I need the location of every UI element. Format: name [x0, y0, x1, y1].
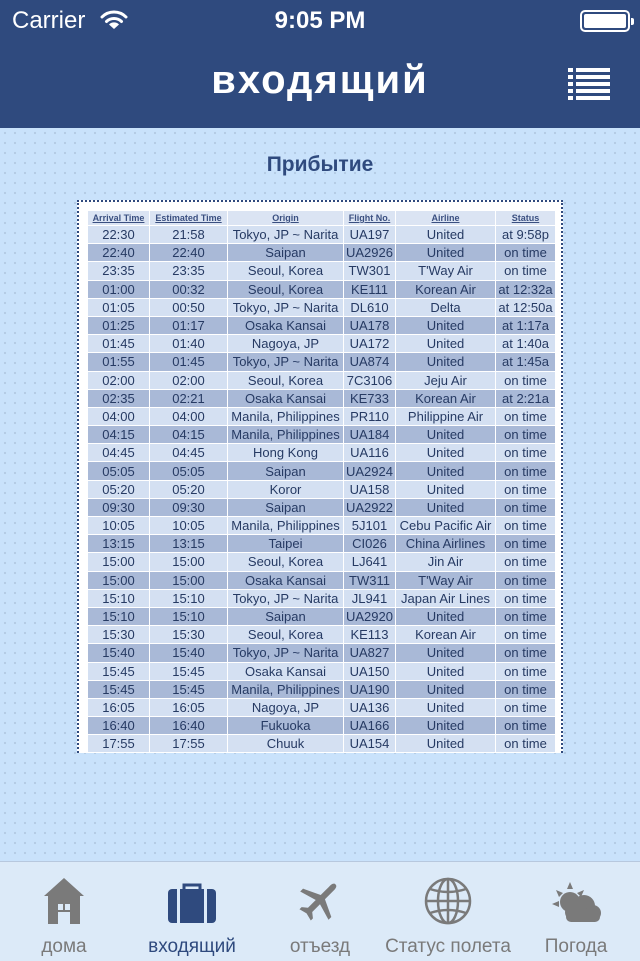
cell-airline: Cebu Pacific Air [396, 517, 496, 535]
cell-estimated-time: 01:40 [150, 335, 228, 353]
cell-flight-no: UA184 [344, 426, 396, 444]
cell-flight-no: UA172 [344, 335, 396, 353]
table-row[interactable] [88, 244, 556, 262]
cell-origin: Manila, Philippines [228, 407, 344, 425]
cell-airline: United [396, 680, 496, 698]
cell-status: at 1:17a [496, 316, 556, 334]
cell-arrival-time: 22:40 [88, 244, 150, 262]
cell-status: on time [496, 698, 556, 716]
cell-airline: United [396, 444, 496, 462]
table-row[interactable] [88, 517, 556, 535]
table-row[interactable] [88, 626, 556, 644]
cell-origin: Tokyo, JP ~ Narita [228, 226, 344, 244]
page-title: входящий [211, 58, 429, 102]
carrier-label: Carrier [12, 7, 86, 34]
cell-flight-no: UA2926 [344, 244, 396, 262]
briefcase-icon [167, 882, 217, 924]
cell-flight-no: PR110 [344, 407, 396, 425]
cell-flight-no: UA136 [344, 698, 396, 716]
table-row[interactable] [88, 480, 556, 498]
cell-arrival-time: 15:45 [88, 680, 150, 698]
cell-airline: United [396, 644, 496, 662]
cell-airline: United [396, 353, 496, 371]
col-flight-no: Flight No. [344, 211, 396, 226]
cell-airline: Philippine Air [396, 407, 496, 425]
cell-airline: United [396, 607, 496, 625]
tab-departures-label: отъезд [289, 936, 351, 957]
tab-flight-status-label: Статус полета [385, 936, 511, 957]
cell-estimated-time: 15:00 [150, 553, 228, 571]
cell-origin: Osaka Kansai [228, 662, 344, 680]
cell-arrival-time: 15:40 [88, 644, 150, 662]
tab-arrivals-label: входящий [148, 936, 236, 957]
cell-arrival-time: 01:45 [88, 335, 150, 353]
cell-airline: Korean Air [396, 280, 496, 298]
cell-flight-no: UA116 [344, 444, 396, 462]
cell-estimated-time: 17:55 [150, 735, 228, 753]
col-status: Status [496, 211, 556, 226]
cell-flight-no: 5J101 [344, 517, 396, 535]
cell-arrival-time: 04:15 [88, 426, 150, 444]
cell-origin: Saipan [228, 244, 344, 262]
table-row[interactable] [88, 426, 556, 444]
table-row[interactable] [88, 498, 556, 516]
cell-origin: Osaka Kansai [228, 389, 344, 407]
cell-status: on time [496, 662, 556, 680]
cell-airline: United [396, 226, 496, 244]
tab-weather[interactable] [512, 862, 640, 961]
table-row[interactable] [88, 389, 556, 407]
cell-status: at 12:32a [496, 280, 556, 298]
cell-flight-no: TW301 [344, 262, 396, 280]
cell-estimated-time: 02:21 [150, 389, 228, 407]
cell-flight-no: TW311 [344, 571, 396, 589]
cell-estimated-time: 15:30 [150, 626, 228, 644]
cell-estimated-time: 15:00 [150, 571, 228, 589]
cell-origin: Hong Kong [228, 444, 344, 462]
cell-status: on time [496, 553, 556, 571]
cell-estimated-time: 23:35 [150, 262, 228, 280]
cell-estimated-time: 21:58 [150, 226, 228, 244]
tab-bar [0, 861, 640, 961]
cell-origin: Fukuoka [228, 717, 344, 735]
cell-origin: Nagoya, JP [228, 335, 344, 353]
battery-icon [580, 10, 630, 32]
table-row[interactable] [88, 462, 556, 480]
cell-airline: Korean Air [396, 626, 496, 644]
status-bar [0, 0, 640, 40]
cell-airline: United [396, 698, 496, 716]
cell-origin: Tokyo, JP ~ Narita [228, 589, 344, 607]
cell-flight-no: CI026 [344, 535, 396, 553]
cell-origin: Osaka Kansai [228, 316, 344, 334]
cell-origin: Saipan [228, 607, 344, 625]
cell-origin: Seoul, Korea [228, 371, 344, 389]
cell-flight-no: UA827 [344, 644, 396, 662]
cell-airline: United [396, 335, 496, 353]
table-row[interactable] [88, 298, 556, 316]
cell-status: at 12:50a [496, 298, 556, 316]
cell-arrival-time: 23:35 [88, 262, 150, 280]
cell-estimated-time: 01:17 [150, 316, 228, 334]
tab-flight-status[interactable] [384, 862, 512, 961]
cell-status: on time [496, 407, 556, 425]
cell-origin: Seoul, Korea [228, 262, 344, 280]
cell-origin: Taipei [228, 535, 344, 553]
cell-estimated-time: 16:05 [150, 698, 228, 716]
cell-origin: Manila, Philippines [228, 517, 344, 535]
cell-airline: United [396, 662, 496, 680]
cell-origin: Seoul, Korea [228, 280, 344, 298]
cell-arrival-time: 16:40 [88, 717, 150, 735]
cell-airline: T'Way Air [396, 571, 496, 589]
cell-flight-no: KE111 [344, 280, 396, 298]
cell-estimated-time: 15:10 [150, 589, 228, 607]
table-row[interactable] [88, 589, 556, 607]
cell-airline: Korean Air [396, 389, 496, 407]
cell-origin: Tokyo, JP ~ Narita [228, 298, 344, 316]
cell-origin: Saipan [228, 498, 344, 516]
cell-airline: United [396, 426, 496, 444]
arrivals-table [87, 210, 556, 753]
col-airline: Airline [396, 211, 496, 226]
tab-home-label: дома [41, 936, 87, 957]
cell-origin: Chuuk [228, 735, 344, 753]
cell-origin: Koror [228, 480, 344, 498]
cell-airline: United [396, 735, 496, 753]
table-row[interactable] [88, 662, 556, 680]
cell-airline: Jin Air [396, 553, 496, 571]
cell-arrival-time: 02:00 [88, 371, 150, 389]
table-row[interactable] [88, 680, 556, 698]
cell-estimated-time: 01:45 [150, 353, 228, 371]
cell-airline: United [396, 498, 496, 516]
cell-airline: Jeju Air [396, 371, 496, 389]
cell-airline: United [396, 717, 496, 735]
status-time: 9:05 PM [274, 7, 366, 34]
cell-arrival-time: 17:55 [88, 735, 150, 753]
cell-arrival-time: 01:25 [88, 316, 150, 334]
cell-arrival-time: 22:30 [88, 226, 150, 244]
cell-arrival-time: 15:10 [88, 607, 150, 625]
col-estimated-time: Estimated Time [150, 211, 228, 226]
arrivals-heading: Прибытие [266, 153, 374, 176]
cell-status: on time [496, 517, 556, 535]
cell-status: on time [496, 426, 556, 444]
cell-estimated-time: 15:40 [150, 644, 228, 662]
tab-home[interactable] [0, 862, 128, 961]
arrivals-board[interactable] [77, 200, 563, 753]
cell-status: on time [496, 498, 556, 516]
cell-arrival-time: 10:05 [88, 517, 150, 535]
cell-status: on time [496, 462, 556, 480]
table-row[interactable] [88, 535, 556, 553]
cell-flight-no: DL610 [344, 298, 396, 316]
cell-flight-no: UA154 [344, 735, 396, 753]
cell-airline: T'Way Air [396, 262, 496, 280]
cell-estimated-time: 09:30 [150, 498, 228, 516]
table-row[interactable] [88, 698, 556, 716]
cell-origin: Tokyo, JP ~ Narita [228, 644, 344, 662]
cell-flight-no: UA2922 [344, 498, 396, 516]
cell-arrival-time: 15:30 [88, 626, 150, 644]
cell-status: on time [496, 444, 556, 462]
cell-flight-no: KE733 [344, 389, 396, 407]
cell-arrival-time: 13:15 [88, 535, 150, 553]
cell-arrival-time: 04:45 [88, 444, 150, 462]
tab-weather-label: Погода [544, 936, 608, 957]
cell-status: on time [496, 535, 556, 553]
table-row[interactable] [88, 262, 556, 280]
table-row[interactable] [88, 335, 556, 353]
cell-flight-no: UA166 [344, 717, 396, 735]
cell-flight-no: UA2920 [344, 607, 396, 625]
table-row[interactable] [88, 407, 556, 425]
cell-arrival-time: 02:35 [88, 389, 150, 407]
cell-origin: Saipan [228, 462, 344, 480]
cell-flight-no: UA150 [344, 662, 396, 680]
table-row[interactable] [88, 717, 556, 735]
cell-origin: Seoul, Korea [228, 553, 344, 571]
cell-flight-no: UA2924 [344, 462, 396, 480]
table-row[interactable] [88, 353, 556, 371]
cell-estimated-time: 15:45 [150, 662, 228, 680]
table-row[interactable] [88, 571, 556, 589]
cell-status: on time [496, 735, 556, 753]
cell-flight-no: KE113 [344, 626, 396, 644]
airplane-icon [296, 876, 344, 924]
cell-arrival-time: 05:05 [88, 462, 150, 480]
globe-icon [423, 876, 473, 926]
nav-header [0, 0, 640, 128]
tab-departures[interactable] [256, 862, 384, 961]
cell-airline: United [396, 480, 496, 498]
cell-estimated-time: 10:05 [150, 517, 228, 535]
cell-estimated-time: 05:05 [150, 462, 228, 480]
cell-estimated-time: 16:40 [150, 717, 228, 735]
cell-status: on time [496, 480, 556, 498]
cell-flight-no: UA874 [344, 353, 396, 371]
cell-status: at 2:21a [496, 389, 556, 407]
cell-estimated-time: 05:20 [150, 480, 228, 498]
cell-flight-no: UA190 [344, 680, 396, 698]
cell-origin: Tokyo, JP ~ Narita [228, 353, 344, 371]
col-origin: Origin [228, 211, 344, 226]
cell-origin: Seoul, Korea [228, 626, 344, 644]
cell-airline: Delta [396, 298, 496, 316]
cell-status: on time [496, 589, 556, 607]
cell-arrival-time: 15:00 [88, 553, 150, 571]
cell-origin: Manila, Philippines [228, 680, 344, 698]
cell-arrival-time: 09:30 [88, 498, 150, 516]
cell-estimated-time: 04:15 [150, 426, 228, 444]
cell-arrival-time: 01:05 [88, 298, 150, 316]
cell-flight-no: LJ641 [344, 553, 396, 571]
cell-estimated-time: 15:10 [150, 607, 228, 625]
cell-estimated-time: 15:45 [150, 680, 228, 698]
cell-airline: United [396, 244, 496, 262]
cell-arrival-time: 01:55 [88, 353, 150, 371]
table-row[interactable] [88, 644, 556, 662]
table-row[interactable] [88, 553, 556, 571]
cell-arrival-time: 01:00 [88, 280, 150, 298]
cell-status: on time [496, 717, 556, 735]
cell-arrival-time: 05:20 [88, 480, 150, 498]
cell-status: on time [496, 244, 556, 262]
cell-status: on time [496, 626, 556, 644]
table-row[interactable] [88, 735, 556, 753]
tab-arrivals[interactable] [128, 862, 256, 961]
cell-status: at 9:58p [496, 226, 556, 244]
cell-origin: Nagoya, JP [228, 698, 344, 716]
cell-arrival-time: 15:10 [88, 589, 150, 607]
cell-arrival-time: 16:05 [88, 698, 150, 716]
weather-icon [550, 880, 602, 924]
table-row[interactable] [88, 607, 556, 625]
cell-origin: Osaka Kansai [228, 571, 344, 589]
house-icon [42, 876, 86, 926]
cell-flight-no: UA178 [344, 316, 396, 334]
table-row[interactable] [88, 316, 556, 334]
cell-estimated-time: 04:45 [150, 444, 228, 462]
cell-estimated-time: 00:50 [150, 298, 228, 316]
cell-flight-no: UA158 [344, 480, 396, 498]
cell-flight-no: 7C3106 [344, 371, 396, 389]
cell-status: at 1:40a [496, 335, 556, 353]
cell-arrival-time: 15:45 [88, 662, 150, 680]
cell-arrival-time: 04:00 [88, 407, 150, 425]
col-arrival-time: Arrival Time [88, 211, 150, 226]
table-row[interactable] [88, 444, 556, 462]
cell-estimated-time: 02:00 [150, 371, 228, 389]
cell-status: on time [496, 371, 556, 389]
cell-arrival-time: 15:00 [88, 571, 150, 589]
cell-estimated-time: 22:40 [150, 244, 228, 262]
cell-flight-no: UA197 [344, 226, 396, 244]
table-row[interactable] [88, 226, 556, 244]
cell-origin: Manila, Philippines [228, 426, 344, 444]
cell-estimated-time: 00:32 [150, 280, 228, 298]
table-row[interactable] [88, 371, 556, 389]
cell-status: at 1:45a [496, 353, 556, 371]
cell-status: on time [496, 607, 556, 625]
table-header-row [88, 211, 556, 226]
cell-status: on time [496, 262, 556, 280]
cell-airline: United [396, 316, 496, 334]
cell-status: on time [496, 571, 556, 589]
table-row[interactable] [88, 280, 556, 298]
cell-status: on time [496, 680, 556, 698]
cell-airline: China Airlines [396, 535, 496, 553]
menu-list-icon[interactable] [568, 68, 610, 100]
cell-status: on time [496, 644, 556, 662]
cell-estimated-time: 13:15 [150, 535, 228, 553]
cell-airline: Japan Air Lines [396, 589, 496, 607]
cell-flight-no: JL941 [344, 589, 396, 607]
cell-estimated-time: 04:00 [150, 407, 228, 425]
cell-airline: United [396, 462, 496, 480]
